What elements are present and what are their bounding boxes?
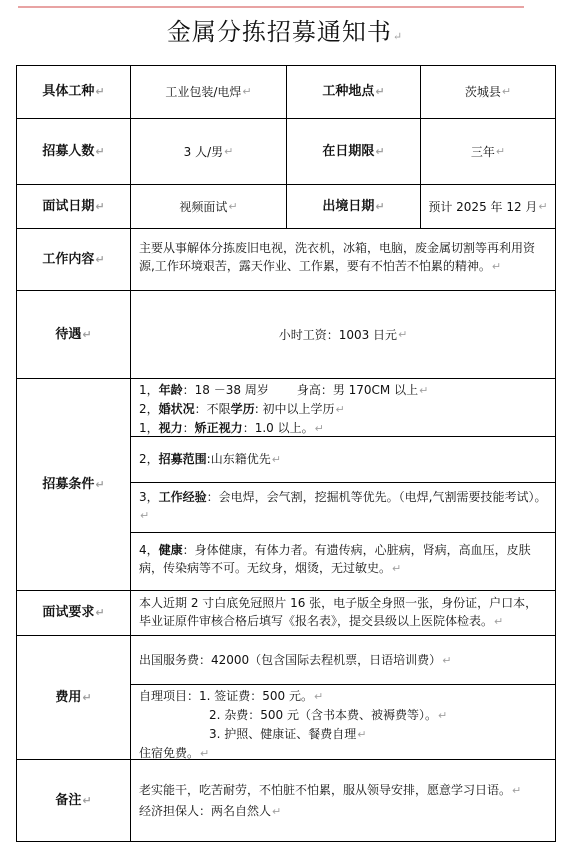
value-treatment: 小时工资：1003 日元 ↵: [130, 290, 556, 378]
title-text: 金属分拣招募通知书: [166, 18, 392, 46]
fees-self-paid: [130, 684, 556, 759]
value-notes: [130, 759, 556, 842]
label-location: 工种地点 ↵: [286, 65, 420, 118]
condition-health: 4，健康：身体健康，有体力者。有遗传病，心脏病，肾病，高血压，皮肤病，传染病等不可。无纹身，烟烫，无过敏史。↵: [130, 532, 556, 590]
value-count: 3 人/男 ↵: [130, 118, 286, 184]
label-interview-date: 面试日期 ↵: [16, 184, 130, 228]
label-conditions: 招募条件 ↵: [16, 378, 130, 590]
label-term: 在日期限 ↵: [286, 118, 420, 184]
fee-passport: 3. 护照、健康证、餐费自理↵: [209, 727, 367, 741]
notes-line-1: 老实能干，吃苦耐劳，不怕脏不怕累，服从领导安排，愿意学习日语。↵: [139, 783, 522, 797]
label-notes: 备注 ↵: [16, 759, 130, 842]
value-location: 茨城县 ↵: [420, 65, 556, 118]
condition-experience: 3，工作经验：会电焊，会气割，挖掘机等优先。（电焊,气割需要技能考试）。↵: [130, 482, 556, 532]
label-exit-date: 出境日期 ↵: [286, 184, 420, 228]
header-rule: [18, 6, 524, 8]
paragraph-mark: ↵: [392, 30, 404, 43]
label-fees: 费用 ↵: [16, 635, 130, 759]
label-job-type: 具体工种 ↵: [16, 65, 130, 118]
condition-marital-education: 2，婚状况：不限学历: 初中以上学历↵: [139, 402, 345, 416]
value-exit-date: 预计 2025 年 12 月 ↵: [420, 184, 556, 228]
value-interview-requirement: 本人近期 2 寸白底免冠照片 16 张，电子版全身照一张，身份证，户口本，毕业证原件审核合格后填写《报名表》，提交县级以上医院体检表。↵: [130, 590, 556, 635]
fee-misc: 2. 杂费：500 元（含书本费、被褥费等）。↵: [209, 708, 448, 722]
label-interview-requirement: 面试要求 ↵: [16, 590, 130, 635]
fees-service: 出国服务费：42000（包含国际去程机票，日语培训费）↵: [130, 635, 556, 684]
value-term: 三年 ↵: [420, 118, 556, 184]
condition-scope: 2，招募范围:山东籍优先↵: [130, 436, 556, 482]
label-count: 招募人数 ↵: [16, 118, 130, 184]
fee-visa: 自理项目：1. 签证费：500 元。↵: [139, 689, 324, 703]
condition-age-height: 1，年龄：18 －38 周岁 身高：男 170CM 以上↵: [139, 383, 429, 397]
notes-line-2: 经济担保人：两名自然人↵: [139, 804, 282, 818]
value-job-type: 工业包装/电焊 ↵: [130, 65, 286, 118]
value-work-content: 主要从事解体分拣废旧电视，洗衣机，冰箱，电脑，废金属切割等再利用资源,工作环境艰苦，露天作业、工作累，要有不怕苦不怕累的精神。↵: [130, 228, 556, 290]
fee-lodging: 住宿免费。↵: [139, 746, 210, 759]
condition-vision: 1，视力：矫正视力：1.0 以上。↵: [139, 421, 324, 435]
page-title: [0, 12, 570, 47]
label-work-content: 工作内容 ↵: [16, 228, 130, 290]
conditions-basic: [130, 378, 556, 436]
label-treatment: 待遇 ↵: [16, 290, 130, 378]
value-interview-date: 视频面试 ↵: [130, 184, 286, 228]
